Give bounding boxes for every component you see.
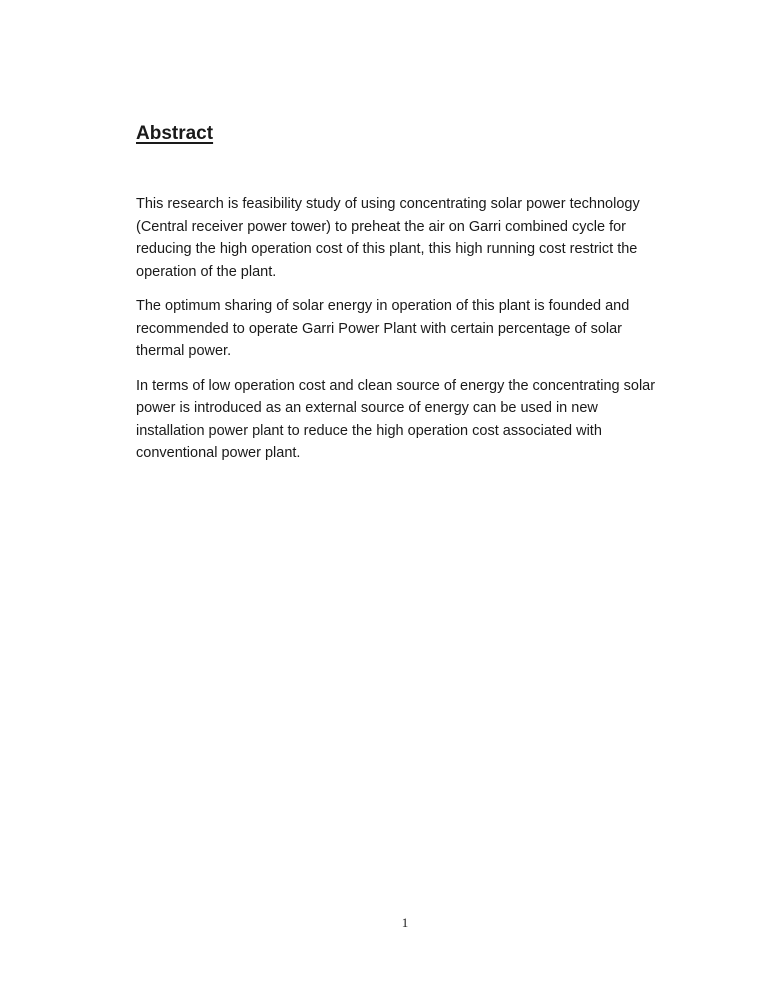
paragraph-line: power is introduced as an external source of energy can be used in new (136, 400, 598, 416)
paragraph-line: In terms of low operation cost and clean source of energy the concentrating solar (136, 377, 656, 394)
paragraph-line: conventional power plant. (136, 445, 301, 461)
paragraph-line: reducing the high operation cost of this plant, this high running cost restrict the (136, 241, 638, 257)
abstract-paragraph-1 (136, 193, 696, 283)
paragraph-line: This research is feasibility study of using concentrating solar power technology (136, 196, 640, 212)
abstract-paragraph-2 (136, 295, 696, 363)
paragraph-line: (Central receiver power tower) to preheat the air on Garri combined cycle for (136, 218, 626, 235)
abstract-heading: Abstract (136, 123, 214, 144)
page-number: 1 (401, 915, 409, 930)
paragraph-line: recommended to operate Garri Power Plant with certain percentage of solar (136, 320, 622, 337)
paragraph-line: installation power plant to reduce the high operation cost associated with (136, 422, 602, 439)
abstract-body (136, 193, 696, 477)
paragraph-line: operation of the plant. (136, 263, 277, 280)
paragraph-line: The optimum sharing of solar energy in operation of this plant is founded and (136, 298, 630, 314)
paragraph-line: thermal power. (136, 343, 232, 359)
abstract-paragraph-3 (136, 375, 696, 465)
